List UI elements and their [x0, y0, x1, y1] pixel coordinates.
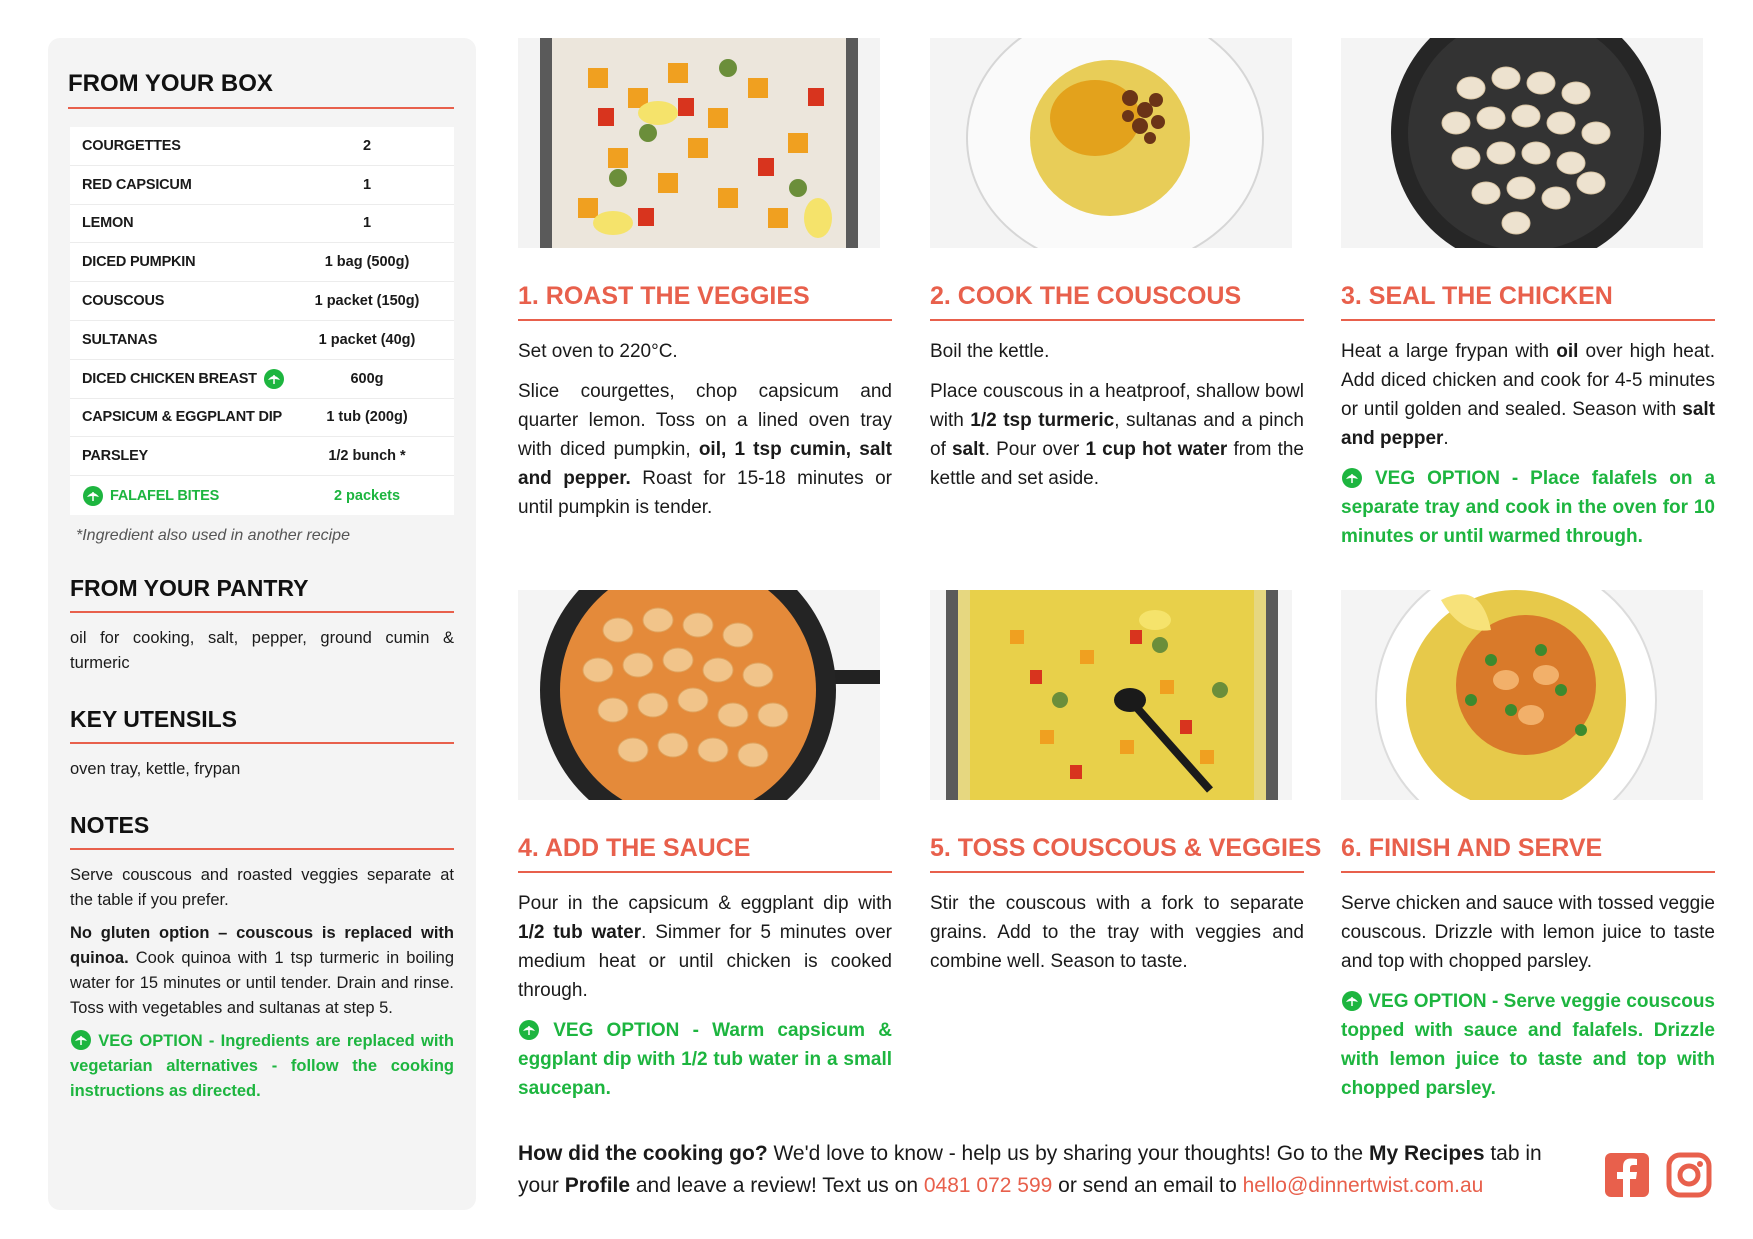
step-1-text: Set oven to 220°C. — [518, 341, 678, 362]
pantry-heading: FROM YOUR PANTRY — [70, 575, 454, 613]
gluten-option-bold: No gluten option – couscous is replaced with quinoa. — [70, 923, 454, 967]
ingredient-row-veg — [70, 476, 454, 515]
box-heading: FROM YOUR BOX — [68, 70, 454, 109]
step-5-photo — [930, 590, 1292, 800]
step-3-photo — [1341, 38, 1703, 248]
ingredient-qty: 2 packets — [333, 487, 401, 504]
ingredient-qty: 1 bag (500g) — [324, 254, 410, 271]
step-4-text: Pour in the capsicum & eggplant dip with 1/2 tub water. Simmer for 5 minutes over medium heat or until chicken is cooked through. — [518, 893, 892, 1001]
step-2-photo — [930, 38, 1292, 248]
step-3-title: 3. SEAL THE CHICKEN — [1341, 282, 1715, 321]
leaf-icon — [70, 1030, 92, 1050]
ingredient-row — [70, 360, 454, 399]
ingredient-qty: 1 tub (200g) — [326, 409, 408, 426]
also-used-note: *Ingredient also used in another recipe — [76, 526, 350, 544]
step-1 — [518, 38, 892, 533]
ingredients-sidebar — [48, 38, 476, 1210]
gluten-option-text: Cook quinoa with 1 tsp turmeric in boiling water for 15 minutes or until tender. Drain and rinse. Toss with vegetables and sultanas at step 5. — [70, 948, 454, 1017]
ingredient-name: LEMON — [82, 215, 134, 232]
my-recipes-label: My Recipes — [1368, 1142, 1485, 1165]
ingredient-row — [70, 399, 454, 438]
ingredient-row — [70, 243, 454, 282]
gluten-option — [70, 921, 454, 1021]
step-2-text: Place couscous in a heatproof, shallow bowl with 1/2 tsp turmeric, sultanas and a pinch of salt. Pour over 1 cup hot water from the kettle and set aside. — [930, 381, 1304, 489]
ingredient-qty: 1 packet (40g) — [318, 331, 416, 348]
step-4 — [518, 590, 892, 1103]
step-4-body — [518, 889, 892, 1103]
ingredient-qty: 1 packet (150g) — [314, 293, 420, 310]
ingredient-qty: 600g — [350, 370, 384, 387]
ingredient-name: COURGETTES — [82, 137, 181, 154]
ingredient-qty: 1/2 bunch * — [328, 448, 406, 465]
step-5-text: Stir the couscous with a fork to separate grains. Add to the tray with veggies and combine well. Season to taste. — [930, 893, 1304, 972]
step-5 — [930, 590, 1322, 987]
pantry-text: oil for cooking, salt, pepper, ground cumin & turmeric — [70, 628, 454, 672]
profile-label: Profile — [564, 1174, 631, 1197]
step-3-body — [1341, 337, 1715, 551]
veg-note — [70, 1029, 454, 1104]
step-6-body — [1341, 889, 1715, 1103]
footer-question: How did the cooking go? — [518, 1142, 768, 1165]
feedback-footer: How did the cooking go? We'd love to know - help us by sharing your thoughts! Go to the My Recipes tab in your Profile and leave a review! Text us on 0481 072 599 or send an email to hello@dinnertwist.com.au — [518, 1142, 1542, 1197]
step-3 — [1341, 38, 1715, 551]
step-1-photo — [518, 38, 880, 248]
leaf-icon — [82, 486, 104, 506]
step-4-photo — [518, 590, 880, 800]
utensils-heading: KEY UTENSILS — [70, 706, 454, 744]
leaf-icon — [518, 1020, 540, 1040]
leaf-icon — [1341, 468, 1363, 488]
ingredient-name: RED CAPSICUM — [82, 176, 192, 193]
step-1-body — [518, 337, 892, 522]
step-3-veg-option: VEG OPTION - Place falafels on a separate tray and cook in the oven for 10 minutes or until warmed through. — [1341, 468, 1716, 547]
ingredient-row — [70, 127, 454, 166]
step-4-veg-option: VEG OPTION - Warm capsicum & eggplant dip with 1/2 tub water in a small saucepan. — [518, 1020, 893, 1099]
ingredient-qty: 1 — [362, 176, 372, 193]
step-5-title: 5. TOSS COUSCOUS & VEGGIES — [930, 834, 1304, 873]
step-1-title: 1. ROAST THE VEGGIES — [518, 282, 892, 321]
leaf-icon — [263, 369, 285, 389]
step-2-text: Boil the kettle. — [930, 341, 1050, 362]
veg-note-text: VEG OPTION - Ingredients are replaced with vegetarian alternatives - follow the cooking instructions as directed. — [70, 1031, 454, 1100]
ingredient-name: CAPSICUM & EGGPLANT DIP — [82, 409, 283, 426]
step-2-body — [930, 337, 1304, 493]
ingredient-name-text: DICED CHICKEN BREAST — [82, 370, 257, 387]
step-3-text: Heat a large frypan with oil over high heat. Add diced chicken and cook for 4-5 minutes or until golden and sealed. Season with salt and pepper. — [1341, 341, 1715, 449]
ingredient-qty: 1 — [362, 215, 372, 232]
ingredient-row — [70, 205, 454, 244]
step-2-title: 2. COOK THE COUSCOUS — [930, 282, 1304, 321]
step-4-title: 4. ADD THE SAUCE — [518, 834, 892, 873]
ingredient-name — [70, 369, 298, 389]
ingredient-name: COUSCOUS — [82, 293, 165, 310]
ingredient-row — [70, 437, 454, 476]
facebook-icon[interactable] — [1604, 1152, 1650, 1198]
ingredient-row — [70, 166, 454, 205]
step-5-body — [930, 889, 1304, 976]
instagram-icon[interactable] — [1666, 1152, 1712, 1198]
step-6 — [1341, 590, 1715, 1103]
ingredient-name-text: FALAFEL BITES — [110, 487, 220, 504]
email-link[interactable]: hello@dinnertwist.com.au — [1242, 1174, 1484, 1197]
ingredient-row — [70, 282, 454, 321]
phone-link[interactable]: 0481 072 599 — [923, 1174, 1053, 1197]
step-6-title: 6. FINISH AND SERVE — [1341, 834, 1715, 873]
leaf-icon — [1341, 991, 1363, 1011]
notes-heading: NOTES — [70, 812, 454, 850]
step-2 — [930, 38, 1304, 504]
step-6-photo — [1341, 590, 1703, 800]
ingredient-name — [70, 486, 298, 506]
ingredient-name: DICED PUMPKIN — [82, 254, 196, 271]
ingredient-name: SULTANAS — [82, 331, 158, 348]
step-1-text: Slice courgettes, chop capsicum and quarter lemon. Toss on a lined oven tray with diced pumpkin, oil, 1 tsp cumin, salt and pepper. Roast for 15-18 minutes or until pumpkin is tender. — [518, 381, 892, 518]
step-6-veg-option: VEG OPTION - Serve veggie couscous topped with sauce and falafels. Drizzle with lemon juice to taste and top with chopped parsley. — [1341, 991, 1715, 1099]
utensils-text: oven tray, kettle, frypan — [70, 759, 241, 778]
ingredients-table — [70, 127, 454, 515]
ingredient-name: PARSLEY — [82, 448, 149, 465]
ingredient-qty: 2 — [362, 137, 372, 154]
ingredient-row — [70, 321, 454, 360]
notes-text: Serve couscous and roasted veggies separate at the table if you prefer. — [70, 865, 454, 909]
step-6-text: Serve chicken and sauce with tossed veggie couscous. Drizzle with lemon juice to taste and top with chopped parsley. — [1341, 893, 1715, 972]
